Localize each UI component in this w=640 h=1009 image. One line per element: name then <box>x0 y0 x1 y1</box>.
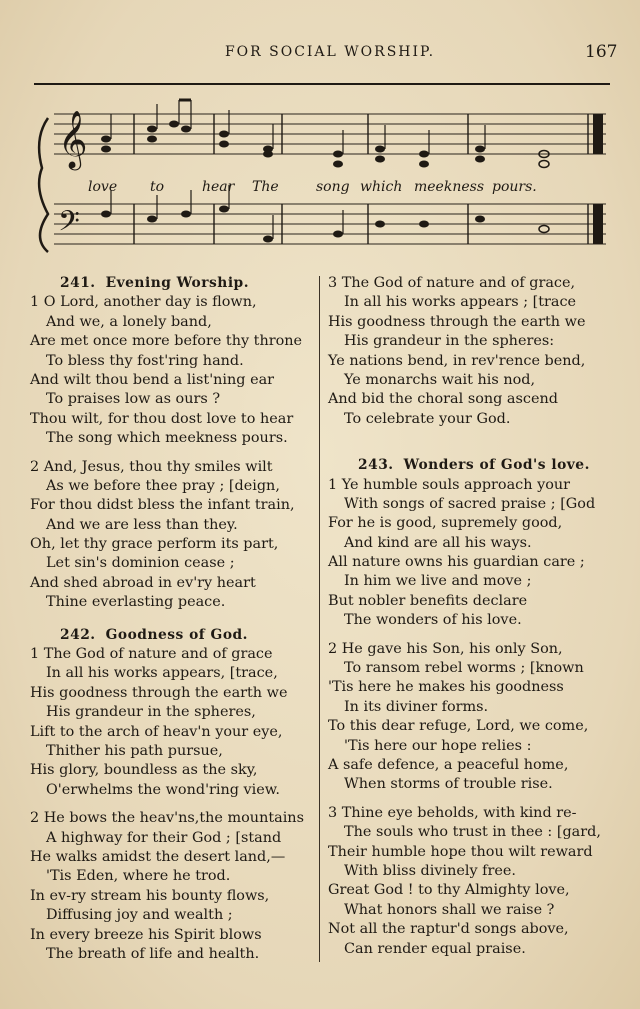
verse-line <box>328 390 610 409</box>
lyric-word: meekness <box>414 179 484 195</box>
hymn-number: 243. <box>358 457 394 474</box>
lyric-word: love <box>88 179 118 195</box>
verse-line <box>328 371 610 390</box>
verse-line-text: To ransom rebel worms ; [known <box>344 660 584 677</box>
running-head: FOR SOCIAL WORSHIP. <box>224 44 436 60</box>
verse-line <box>328 678 610 697</box>
verse-line-text: Lift to the arch of heav'n your eye, <box>30 723 283 740</box>
verse-line <box>30 926 316 945</box>
verse-line-text: O'erwhelms the wond'ring view. <box>46 781 280 798</box>
lyric-word: song <box>316 179 350 195</box>
verse-line-text: And we, a lonely band, <box>46 313 212 330</box>
verse-line <box>30 723 316 742</box>
verse-line <box>328 698 610 717</box>
verse-line-text: What honors shall we raise ? <box>344 901 555 918</box>
verse-line <box>328 640 610 659</box>
verse-line-text: Not all the raptur'd songs above, <box>328 921 569 938</box>
verse-line <box>30 829 316 848</box>
verse-line-text: But nobler benefits declare <box>328 592 528 609</box>
verse-line-text: When storms of trouble rise. <box>344 776 553 793</box>
verse-line <box>328 756 610 775</box>
verse-line <box>30 761 316 780</box>
verse-line-text: Are met once more before thy throne <box>30 333 303 350</box>
verse-line-text: 'Tis here he makes his goodness <box>328 679 564 696</box>
verse-line <box>30 867 316 886</box>
stanza <box>328 476 610 631</box>
verse-line <box>30 458 316 477</box>
verse-line-text: Their humble hope thou wilt reward <box>328 843 593 860</box>
verse-line-text: 3 The God of nature and of grace, <box>328 275 576 291</box>
verse-line-text: To celebrate your God. <box>344 410 511 427</box>
verse-line <box>328 553 610 572</box>
right-column <box>328 274 610 968</box>
verse-line <box>30 809 316 828</box>
verse-line <box>328 920 610 939</box>
hymn-number: 241. <box>60 275 96 291</box>
left-column <box>30 274 316 973</box>
treble-staff <box>54 114 606 154</box>
stanza <box>328 274 610 429</box>
column-divider <box>319 276 320 962</box>
verse-line-text: His glory, boundless as the sky, <box>30 762 258 779</box>
verse-line <box>328 823 610 842</box>
verse-line <box>30 352 316 371</box>
verse-line <box>30 574 316 593</box>
verse-line-text: As we before thee pray ; [deign, <box>46 477 280 494</box>
verse-line-text: His goodness through the earth we <box>30 684 288 701</box>
verse-line <box>30 742 316 761</box>
verse-line-text: The souls who trust in thee : [gard, <box>344 824 601 841</box>
verse-line-text: A highway for their God ; [stand <box>46 829 282 846</box>
verse-line-text: In its diviner forms. <box>344 698 489 715</box>
verse-line <box>328 514 610 533</box>
verse-line-text: Thine everlasting peace. <box>46 594 226 611</box>
verse-line-text: Thou wilt, for thou dost love to hear <box>30 410 294 427</box>
verse-line <box>30 516 316 535</box>
verse-line <box>328 862 610 881</box>
verse-line <box>30 906 316 925</box>
verse-line-text: 1 The God of nature and of grace <box>30 646 273 663</box>
verse-line-text: His grandeur in the spheres: <box>344 333 555 350</box>
verse-line <box>30 781 316 800</box>
verse-line-text: Great God ! to thy Almighty love, <box>328 882 570 899</box>
verse-line-text: 'Tis here our hope relies : <box>344 737 532 754</box>
verse-line-text: For thou didst bless the infant train, <box>30 497 295 514</box>
verse-line <box>328 881 610 900</box>
verse-line <box>30 535 316 554</box>
verse-line <box>328 659 610 678</box>
verse-line-text: A safe defence, a peaceful home, <box>328 757 569 773</box>
verse-line <box>30 554 316 573</box>
verse-line <box>30 371 316 390</box>
verse-line-text: To praises low as ours ? <box>46 391 221 408</box>
stanza <box>30 809 316 964</box>
verse-line <box>328 476 610 495</box>
verse-line <box>328 737 610 756</box>
verse-line-text: The wonders of his love. <box>344 612 522 629</box>
verse-line <box>30 703 316 722</box>
lyric-word: to <box>150 179 165 195</box>
hymn-number: 242. <box>60 626 96 643</box>
hymn-title <box>30 274 316 293</box>
verse-line <box>30 645 316 664</box>
final-bar-bass <box>593 204 603 244</box>
verse-line-text: 1 Ye humble souls approach your <box>328 476 571 493</box>
verse-line-text: 3 Thine eye beholds, with kind re- <box>328 804 577 821</box>
verse-line-text: With bliss divinely free. <box>344 862 516 879</box>
verse-line-text: All nature owns his guardian care ; <box>328 554 585 571</box>
verse-line <box>30 390 316 409</box>
lyric-word: which <box>360 179 403 195</box>
verse-line-text: And shed abroad in ev'ry heart <box>30 574 256 591</box>
stanza <box>328 640 610 795</box>
verse-line <box>30 313 316 332</box>
verse-line-text: Let sin's dominion cease ; <box>46 555 235 572</box>
verse-line <box>328 410 610 429</box>
system-brace <box>39 118 48 252</box>
verse-line <box>328 332 610 351</box>
bass-staff <box>54 204 606 244</box>
verse-line <box>328 352 610 371</box>
verse-line-text: To this dear refuge, Lord, we come, <box>328 718 589 735</box>
stanza <box>30 458 316 613</box>
verse-line <box>30 477 316 496</box>
hymn-title-text: Goodness of God. <box>105 626 248 643</box>
verse-line-text: 2 He gave his Son, his only Son, <box>328 640 563 657</box>
verse-line-text: In ev-ry stream his bounty flows, <box>30 887 270 904</box>
verse-line-text: The song which meekness pours. <box>46 430 288 447</box>
verse-line <box>30 684 316 703</box>
verse-line <box>328 717 610 736</box>
verse-line <box>328 534 610 553</box>
verse-line-text: In him we live and move ; <box>344 573 532 590</box>
verse-line-text: With songs of sacred praise ; [God <box>344 495 596 512</box>
verse-line <box>328 901 610 920</box>
verse-line-text: And wilt thou bend a list'ning ear <box>30 371 275 388</box>
verse-line-text: His grandeur in the spheres, <box>46 704 256 721</box>
verse-line <box>30 332 316 351</box>
lyric-word: hear <box>202 179 235 195</box>
stanza <box>30 645 316 800</box>
verse-line <box>328 572 610 591</box>
verse-line <box>30 593 316 612</box>
verse-line <box>328 775 610 794</box>
verse-line-text: In every breeze his Spirit blows <box>30 926 262 943</box>
bass-clef-icon: 𝄢 <box>58 205 80 245</box>
verse-line-text: And we are less than they. <box>46 516 238 533</box>
verse-line-text: 'Tis Eden, where he trod. <box>46 868 231 885</box>
verse-line-text: In all his works appears ; [trace <box>344 294 577 311</box>
verse-line-text: He walks amidst the desert land,— <box>30 848 286 865</box>
verse-line <box>328 274 610 293</box>
verse-line-text: For he is good, supremely good, <box>328 515 563 532</box>
verse-line <box>328 495 610 514</box>
verse-line-text: In all his works appears, [trace, <box>46 665 278 682</box>
verse-line-text: Can render equal praise. <box>344 940 526 957</box>
lyric-word: The <box>252 179 279 195</box>
final-bar-treble <box>593 114 603 154</box>
verse-line <box>328 592 610 611</box>
verse-line <box>30 664 316 683</box>
verse-line <box>328 804 610 823</box>
stanza <box>30 293 316 448</box>
verse-line <box>30 848 316 867</box>
verse-line-text: Diffusing joy and wealth ; <box>46 907 233 924</box>
stanza <box>328 804 610 959</box>
music-score <box>28 78 618 260</box>
verse-line <box>30 410 316 429</box>
verse-line <box>30 496 316 515</box>
verse-line-text: To bless thy fost'ring hand. <box>46 352 244 369</box>
verse-line <box>328 313 610 332</box>
verse-line <box>328 293 610 312</box>
hymn-title-text: Wonders of God's love. <box>403 457 590 474</box>
hymn-title-text: Evening Worship. <box>105 275 250 291</box>
verse-line <box>30 293 316 312</box>
verse-line-text: 2 He bows the heav'ns,the mountains <box>30 810 304 827</box>
verse-line-text: 1 O Lord, another day is flown, <box>30 294 257 311</box>
verse-line-text: And bid the choral song ascend <box>328 391 558 408</box>
lyric-word: pours. <box>492 179 537 195</box>
page-number: 167 <box>585 42 618 62</box>
verse-line <box>328 940 610 959</box>
verse-line-text: Thither his path pursue, <box>46 743 223 760</box>
verse-line <box>328 843 610 862</box>
verse-line-text: Oh, let thy grace perform its part, <box>30 536 279 553</box>
treble-clef-icon: 𝄞 <box>58 110 88 168</box>
hymn-title <box>328 456 610 475</box>
verse-line <box>328 611 610 630</box>
verse-line-text: His goodness through the earth we <box>328 313 586 330</box>
verse-line-text: The breath of life and health. <box>46 945 260 962</box>
verse-line-text: Ye nations bend, in rev'rence bend, <box>328 352 586 369</box>
verse-line-text: Ye monarchs wait his nod, <box>344 371 536 388</box>
hymn-title <box>30 626 316 645</box>
verse-line-text: And kind are all his ways. <box>344 534 532 551</box>
verse-line <box>30 945 316 964</box>
verse-line-text: 2 And, Jesus, thou thy smiles wilt <box>30 458 273 475</box>
stems <box>111 100 485 239</box>
verse-line <box>30 887 316 906</box>
verse-line <box>30 429 316 448</box>
